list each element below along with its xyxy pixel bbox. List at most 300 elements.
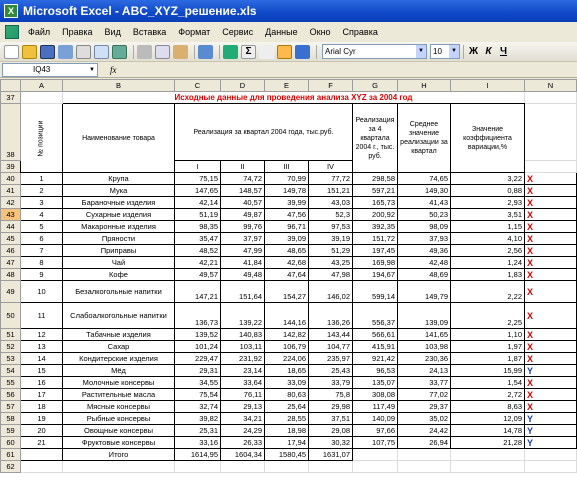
- header-name[interactable]: Наименование товара: [63, 104, 175, 173]
- total-q1[interactable]: 1614,95: [175, 449, 221, 461]
- column-header-i[interactable]: I: [451, 80, 525, 92]
- q2-cell[interactable]: 140,83: [221, 329, 265, 341]
- q1-cell[interactable]: 29,31: [175, 365, 221, 377]
- menu-insert[interactable]: Вставка: [132, 27, 167, 37]
- q1-cell[interactable]: 139,52: [175, 329, 221, 341]
- q1-cell[interactable]: 42,21: [175, 257, 221, 269]
- total-cell[interactable]: 921,42: [353, 353, 398, 365]
- row-header[interactable]: 37: [1, 92, 21, 104]
- total-q2[interactable]: 1604,34: [221, 449, 265, 461]
- italic-button[interactable]: К: [485, 46, 492, 57]
- average-cell[interactable]: 49,36: [398, 245, 451, 257]
- chevron-down-icon[interactable]: ▼: [449, 45, 459, 58]
- select-all-corner[interactable]: [1, 80, 21, 92]
- product-name-cell[interactable]: Сахар: [63, 341, 175, 353]
- cell[interactable]: [525, 104, 577, 161]
- q2-cell[interactable]: 151,64: [221, 281, 265, 303]
- q4-cell[interactable]: 43,25: [309, 257, 353, 269]
- class-mark-cell[interactable]: X: [525, 209, 577, 221]
- q4-cell[interactable]: 51,29: [309, 245, 353, 257]
- q4-cell[interactable]: 33,79: [309, 377, 353, 389]
- quarter-3[interactable]: III: [265, 161, 309, 173]
- total-q3[interactable]: 1580,45: [265, 449, 309, 461]
- menu-data[interactable]: Данные: [265, 27, 298, 37]
- q2-cell[interactable]: 99,76: [221, 221, 265, 233]
- menu-help[interactable]: Справка: [342, 27, 378, 37]
- q2-cell[interactable]: 34,21: [221, 413, 265, 425]
- row-header[interactable]: 62: [1, 461, 21, 473]
- q3-cell[interactable]: 154,27: [265, 281, 309, 303]
- name-box[interactable]: [2, 63, 98, 77]
- row-header[interactable]: 47: [1, 257, 21, 269]
- permission-icon[interactable]: [58, 45, 73, 59]
- position-cell[interactable]: 19: [21, 413, 63, 425]
- row-header[interactable]: 41: [1, 185, 21, 197]
- cell[interactable]: [21, 449, 63, 461]
- q2-cell[interactable]: 40,57: [221, 197, 265, 209]
- coefficient-cell[interactable]: 2,56: [451, 245, 525, 257]
- column-header-e[interactable]: E: [265, 80, 309, 92]
- q4-cell[interactable]: 143,44: [309, 329, 353, 341]
- q2-cell[interactable]: 231,92: [221, 353, 265, 365]
- q4-cell[interactable]: 75,8: [309, 389, 353, 401]
- total-cell[interactable]: 308,08: [353, 389, 398, 401]
- total-cell[interactable]: 169,98: [353, 257, 398, 269]
- q2-cell[interactable]: 33,64: [221, 377, 265, 389]
- coefficient-cell[interactable]: 2,25: [451, 303, 525, 329]
- position-cell[interactable]: 21: [21, 437, 63, 449]
- class-mark-cell[interactable]: X: [525, 257, 577, 269]
- q4-cell[interactable]: 97,53: [309, 221, 353, 233]
- coefficient-cell[interactable]: 1,24: [451, 257, 525, 269]
- column-header-n[interactable]: N: [525, 80, 577, 92]
- q2-cell[interactable]: 24,29: [221, 425, 265, 437]
- menu-view[interactable]: Вид: [104, 27, 121, 37]
- product-name-cell[interactable]: Безалкогольные напитки: [63, 281, 175, 303]
- total-cell[interactable]: 140,09: [353, 413, 398, 425]
- row-header[interactable]: 55: [1, 377, 21, 389]
- cell[interactable]: [398, 461, 451, 473]
- q1-cell[interactable]: 147,21: [175, 281, 221, 303]
- position-cell[interactable]: 3: [21, 197, 63, 209]
- menu-window[interactable]: Окно: [309, 27, 331, 37]
- paste-icon[interactable]: [173, 45, 188, 59]
- q2-cell[interactable]: 103,11: [221, 341, 265, 353]
- row-header[interactable]: 53: [1, 353, 21, 365]
- product-name-cell[interactable]: Слабоалкогольные напитки: [63, 303, 175, 329]
- q4-cell[interactable]: 37,51: [309, 413, 353, 425]
- coefficient-cell[interactable]: 21,28: [451, 437, 525, 449]
- product-name-cell[interactable]: Сухарные изделия: [63, 209, 175, 221]
- cell[interactable]: [525, 161, 577, 173]
- autosum-icon[interactable]: Σ: [241, 45, 256, 59]
- row-header[interactable]: 39: [1, 161, 21, 173]
- q3-cell[interactable]: 224,06: [265, 353, 309, 365]
- row-header[interactable]: 51: [1, 329, 21, 341]
- class-mark-cell[interactable]: X: [525, 173, 577, 185]
- q1-cell[interactable]: 75,54: [175, 389, 221, 401]
- undo-icon[interactable]: [198, 45, 213, 59]
- q2-cell[interactable]: 148,57: [221, 185, 265, 197]
- coefficient-cell[interactable]: 1,15: [451, 221, 525, 233]
- header-average[interactable]: Среднее значение реализации за квартал: [398, 104, 451, 173]
- row-header[interactable]: 60: [1, 437, 21, 449]
- cell[interactable]: [175, 461, 221, 473]
- product-name-cell[interactable]: Бараночные изделия: [63, 197, 175, 209]
- coefficient-cell[interactable]: 0,88: [451, 185, 525, 197]
- total-cell[interactable]: 117,49: [353, 401, 398, 413]
- class-mark-cell[interactable]: X: [525, 303, 577, 329]
- average-cell[interactable]: 50,23: [398, 209, 451, 221]
- position-cell[interactable]: 17: [21, 389, 63, 401]
- q2-cell[interactable]: 26,33: [221, 437, 265, 449]
- class-mark-cell[interactable]: X: [525, 341, 577, 353]
- average-cell[interactable]: 149,30: [398, 185, 451, 197]
- position-cell[interactable]: 4: [21, 209, 63, 221]
- cell[interactable]: [353, 449, 398, 461]
- class-mark-cell[interactable]: X: [525, 269, 577, 281]
- total-cell[interactable]: 298,58: [353, 173, 398, 185]
- total-cell[interactable]: 597,21: [353, 185, 398, 197]
- q4-cell[interactable]: 43,03: [309, 197, 353, 209]
- cell[interactable]: [525, 461, 577, 473]
- average-cell[interactable]: 139,09: [398, 303, 451, 329]
- average-cell[interactable]: 41,43: [398, 197, 451, 209]
- cell[interactable]: [525, 449, 577, 461]
- column-header-a[interactable]: A: [21, 80, 63, 92]
- quarter-2[interactable]: II: [221, 161, 265, 173]
- product-name-cell[interactable]: Овощные консервы: [63, 425, 175, 437]
- q3-cell[interactable]: 47,56: [265, 209, 309, 221]
- sort-icon[interactable]: [259, 45, 274, 59]
- average-cell[interactable]: 26,94: [398, 437, 451, 449]
- total-cell[interactable]: 415,91: [353, 341, 398, 353]
- coefficient-cell[interactable]: 3,51: [451, 209, 525, 221]
- q2-cell[interactable]: 76,11: [221, 389, 265, 401]
- q1-cell[interactable]: 48,52: [175, 245, 221, 257]
- average-cell[interactable]: 24,42: [398, 425, 451, 437]
- class-mark-cell[interactable]: X: [525, 389, 577, 401]
- q1-cell[interactable]: 51,19: [175, 209, 221, 221]
- row-header[interactable]: 61: [1, 449, 21, 461]
- q1-cell[interactable]: 42,14: [175, 197, 221, 209]
- position-cell[interactable]: 20: [21, 425, 63, 437]
- coefficient-cell[interactable]: 4,10: [451, 233, 525, 245]
- q3-cell[interactable]: 149,78: [265, 185, 309, 197]
- average-cell[interactable]: 24,13: [398, 365, 451, 377]
- menu-tools[interactable]: Сервис: [222, 27, 254, 37]
- position-cell[interactable]: 11: [21, 303, 63, 329]
- row-header[interactable]: 40: [1, 173, 21, 185]
- class-mark-cell[interactable]: X: [525, 221, 577, 233]
- row-header[interactable]: 56: [1, 389, 21, 401]
- product-name-cell[interactable]: Фруктовые консервы: [63, 437, 175, 449]
- coefficient-cell[interactable]: 2,72: [451, 389, 525, 401]
- product-name-cell[interactable]: Растительные масла: [63, 389, 175, 401]
- totals-label[interactable]: Итого: [63, 449, 175, 461]
- average-cell[interactable]: 42,48: [398, 257, 451, 269]
- q3-cell[interactable]: 28,55: [265, 413, 309, 425]
- cell[interactable]: [398, 449, 451, 461]
- q3-cell[interactable]: 17,94: [265, 437, 309, 449]
- average-cell[interactable]: 33,77: [398, 377, 451, 389]
- row-header[interactable]: 49: [1, 281, 21, 303]
- class-mark-cell[interactable]: X: [525, 329, 577, 341]
- q4-cell[interactable]: 29,08: [309, 425, 353, 437]
- average-cell[interactable]: 141,65: [398, 329, 451, 341]
- q3-cell[interactable]: 39,09: [265, 233, 309, 245]
- product-name-cell[interactable]: Мясные консервы: [63, 401, 175, 413]
- q3-cell[interactable]: 48,65: [265, 245, 309, 257]
- chart-wizard-icon[interactable]: [277, 45, 292, 59]
- position-cell[interactable]: 18: [21, 401, 63, 413]
- average-cell[interactable]: 103,98: [398, 341, 451, 353]
- coefficient-cell[interactable]: 1,87: [451, 353, 525, 365]
- q2-cell[interactable]: 49,48: [221, 269, 265, 281]
- q4-cell[interactable]: 52,3: [309, 209, 353, 221]
- average-cell[interactable]: 77,02: [398, 389, 451, 401]
- print-icon[interactable]: [76, 45, 91, 59]
- coefficient-cell[interactable]: 12,09: [451, 413, 525, 425]
- cell[interactable]: [309, 461, 353, 473]
- q3-cell[interactable]: 39,99: [265, 197, 309, 209]
- chevron-down-icon[interactable]: ▼: [416, 45, 426, 58]
- product-name-cell[interactable]: Кондитерские изделия: [63, 353, 175, 365]
- q3-cell[interactable]: 18,98: [265, 425, 309, 437]
- cell[interactable]: [221, 461, 265, 473]
- fx-icon[interactable]: fx: [110, 64, 117, 75]
- q2-cell[interactable]: 29,13: [221, 401, 265, 413]
- class-mark-cell[interactable]: X: [525, 233, 577, 245]
- header-total[interactable]: Реализация за 4 квартала 2004 г., тыс. руб.: [353, 104, 398, 173]
- q1-cell[interactable]: 98,35: [175, 221, 221, 233]
- q2-cell[interactable]: 74,72: [221, 173, 265, 185]
- position-cell[interactable]: 16: [21, 377, 63, 389]
- font-size-select[interactable]: [430, 44, 460, 59]
- product-name-cell[interactable]: Молочные консервы: [63, 377, 175, 389]
- total-cell[interactable]: 566,61: [353, 329, 398, 341]
- coefficient-cell[interactable]: 2,93: [451, 197, 525, 209]
- q4-cell[interactable]: 39,19: [309, 233, 353, 245]
- coefficient-cell[interactable]: 3,22: [451, 173, 525, 185]
- cut-icon[interactable]: [137, 45, 152, 59]
- column-header-b[interactable]: B: [63, 80, 175, 92]
- total-cell[interactable]: 197,45: [353, 245, 398, 257]
- product-name-cell[interactable]: Мука: [63, 185, 175, 197]
- total-q4[interactable]: 1631,07: [309, 449, 353, 461]
- total-cell[interactable]: 599,14: [353, 281, 398, 303]
- class-mark-cell[interactable]: X: [525, 401, 577, 413]
- print-preview-icon[interactable]: [94, 45, 109, 59]
- q4-cell[interactable]: 151,21: [309, 185, 353, 197]
- column-header-c[interactable]: C: [175, 80, 221, 92]
- row-header[interactable]: 46: [1, 245, 21, 257]
- q2-cell[interactable]: 49,87: [221, 209, 265, 221]
- help-icon[interactable]: [295, 45, 310, 59]
- q3-cell[interactable]: 144,16: [265, 303, 309, 329]
- average-cell[interactable]: 98,09: [398, 221, 451, 233]
- q4-cell[interactable]: 146,02: [309, 281, 353, 303]
- average-cell[interactable]: 37,93: [398, 233, 451, 245]
- total-cell[interactable]: 97,66: [353, 425, 398, 437]
- open-icon[interactable]: [22, 45, 37, 59]
- total-cell[interactable]: 165,73: [353, 197, 398, 209]
- quarter-4[interactable]: IV: [309, 161, 353, 173]
- position-cell[interactable]: 2: [21, 185, 63, 197]
- excel-doc-icon[interactable]: [5, 25, 19, 39]
- q1-cell[interactable]: 33,16: [175, 437, 221, 449]
- total-cell[interactable]: 194,67: [353, 269, 398, 281]
- row-header[interactable]: 58: [1, 413, 21, 425]
- cell[interactable]: [63, 461, 175, 473]
- average-cell[interactable]: 230,36: [398, 353, 451, 365]
- column-header-h[interactable]: H: [398, 80, 451, 92]
- total-cell[interactable]: 107,75: [353, 437, 398, 449]
- q4-cell[interactable]: 30,32: [309, 437, 353, 449]
- q1-cell[interactable]: 35,47: [175, 233, 221, 245]
- row-header[interactable]: 59: [1, 425, 21, 437]
- class-mark-cell[interactable]: Y: [525, 437, 577, 449]
- product-name-cell[interactable]: Пряности: [63, 233, 175, 245]
- q3-cell[interactable]: 80,63: [265, 389, 309, 401]
- q3-cell[interactable]: 70,99: [265, 173, 309, 185]
- position-cell[interactable]: 14: [21, 353, 63, 365]
- average-cell[interactable]: 74,65: [398, 173, 451, 185]
- row-header[interactable]: 45: [1, 233, 21, 245]
- q2-cell[interactable]: 139,22: [221, 303, 265, 329]
- underline-button[interactable]: Ч: [499, 46, 508, 57]
- q4-cell[interactable]: 136,26: [309, 303, 353, 329]
- class-mark-cell[interactable]: X: [525, 185, 577, 197]
- product-name-cell[interactable]: Приправы: [63, 245, 175, 257]
- q1-cell[interactable]: 75,15: [175, 173, 221, 185]
- coefficient-cell[interactable]: 14,78: [451, 425, 525, 437]
- row-header[interactable]: 42: [1, 197, 21, 209]
- average-cell[interactable]: 149,79: [398, 281, 451, 303]
- q1-cell[interactable]: 34,55: [175, 377, 221, 389]
- font-name-select[interactable]: [322, 44, 427, 59]
- product-name-cell[interactable]: Кофе: [63, 269, 175, 281]
- row-header[interactable]: 44: [1, 221, 21, 233]
- q3-cell[interactable]: 18,65: [265, 365, 309, 377]
- position-cell[interactable]: 8: [21, 257, 63, 269]
- total-cell[interactable]: 151,72: [353, 233, 398, 245]
- position-cell[interactable]: 1: [21, 173, 63, 185]
- product-name-cell[interactable]: Крупа: [63, 173, 175, 185]
- average-cell[interactable]: 35,02: [398, 413, 451, 425]
- q1-cell[interactable]: 101,24: [175, 341, 221, 353]
- sheet-title[interactable]: Исходные данные для проведения анализа XYZ за 2004 год: [63, 92, 525, 104]
- coefficient-cell[interactable]: 8,63: [451, 401, 525, 413]
- q1-cell[interactable]: 25,31: [175, 425, 221, 437]
- coefficient-cell[interactable]: 2,22: [451, 281, 525, 303]
- column-header-d[interactable]: D: [221, 80, 265, 92]
- copy-icon[interactable]: [155, 45, 170, 59]
- q4-cell[interactable]: 29,98: [309, 401, 353, 413]
- class-mark-cell[interactable]: X: [525, 353, 577, 365]
- q3-cell[interactable]: 33,09: [265, 377, 309, 389]
- total-cell[interactable]: 96,53: [353, 365, 398, 377]
- position-cell[interactable]: 13: [21, 341, 63, 353]
- class-mark-cell[interactable]: Y: [525, 413, 577, 425]
- q3-cell[interactable]: 25,64: [265, 401, 309, 413]
- q2-cell[interactable]: 41,84: [221, 257, 265, 269]
- row-header[interactable]: 54: [1, 365, 21, 377]
- coefficient-cell[interactable]: 1,10: [451, 329, 525, 341]
- product-name-cell[interactable]: Табачные изделия: [63, 329, 175, 341]
- class-mark-cell[interactable]: Y: [525, 365, 577, 377]
- q3-cell[interactable]: 96,71: [265, 221, 309, 233]
- cell[interactable]: [353, 461, 398, 473]
- cell[interactable]: [451, 461, 525, 473]
- header-coefficient[interactable]: Значение коэффициента вариации,%: [451, 104, 525, 173]
- row-header[interactable]: 52: [1, 341, 21, 353]
- quarter-1[interactable]: I: [175, 161, 221, 173]
- cell[interactable]: [525, 92, 577, 104]
- save-icon[interactable]: [40, 45, 55, 59]
- position-cell[interactable]: 6: [21, 233, 63, 245]
- q1-cell[interactable]: 229,47: [175, 353, 221, 365]
- total-cell[interactable]: 200,92: [353, 209, 398, 221]
- q3-cell[interactable]: 142,82: [265, 329, 309, 341]
- q1-cell[interactable]: 49,57: [175, 269, 221, 281]
- q3-cell[interactable]: 47,64: [265, 269, 309, 281]
- cell[interactable]: [21, 92, 63, 104]
- q2-cell[interactable]: 23,14: [221, 365, 265, 377]
- position-cell[interactable]: 5: [21, 221, 63, 233]
- row-header[interactable]: 48: [1, 269, 21, 281]
- coefficient-cell[interactable]: 15,99: [451, 365, 525, 377]
- position-cell[interactable]: 7: [21, 245, 63, 257]
- position-cell[interactable]: 9: [21, 269, 63, 281]
- product-name-cell[interactable]: Чай: [63, 257, 175, 269]
- average-cell[interactable]: 29,37: [398, 401, 451, 413]
- class-mark-cell[interactable]: X: [525, 281, 577, 303]
- position-cell[interactable]: 10: [21, 281, 63, 303]
- product-name-cell[interactable]: Мёд: [63, 365, 175, 377]
- q1-cell[interactable]: 136,73: [175, 303, 221, 329]
- menu-edit[interactable]: Правка: [62, 27, 93, 37]
- column-header-f[interactable]: F: [309, 80, 353, 92]
- q4-cell[interactable]: 25,43: [309, 365, 353, 377]
- q3-cell[interactable]: 42,68: [265, 257, 309, 269]
- row-header[interactable]: 57: [1, 401, 21, 413]
- coefficient-cell[interactable]: 1,97: [451, 341, 525, 353]
- total-cell[interactable]: 556,37: [353, 303, 398, 329]
- cell[interactable]: [265, 461, 309, 473]
- q1-cell[interactable]: 39,82: [175, 413, 221, 425]
- q1-cell[interactable]: 147,65: [175, 185, 221, 197]
- product-name-cell[interactable]: Макаронные изделия: [63, 221, 175, 233]
- average-cell[interactable]: 48,69: [398, 269, 451, 281]
- cell[interactable]: [21, 461, 63, 473]
- q1-cell[interactable]: 32,74: [175, 401, 221, 413]
- coefficient-cell[interactable]: 1,54: [451, 377, 525, 389]
- coefficient-cell[interactable]: 1,83: [451, 269, 525, 281]
- cell[interactable]: [451, 449, 525, 461]
- hyperlink-icon[interactable]: [223, 45, 238, 59]
- total-cell[interactable]: 392,35: [353, 221, 398, 233]
- total-cell[interactable]: 135,07: [353, 377, 398, 389]
- position-cell[interactable]: 12: [21, 329, 63, 341]
- menu-file[interactable]: Файл: [28, 27, 51, 37]
- row-header[interactable]: 50: [1, 303, 21, 329]
- q4-cell[interactable]: 47,98: [309, 269, 353, 281]
- q2-cell[interactable]: 47,99: [221, 245, 265, 257]
- row-header[interactable]: 43: [1, 209, 21, 221]
- spreadsheet-grid[interactable]: [0, 79, 577, 481]
- class-mark-cell[interactable]: Y: [525, 425, 577, 437]
